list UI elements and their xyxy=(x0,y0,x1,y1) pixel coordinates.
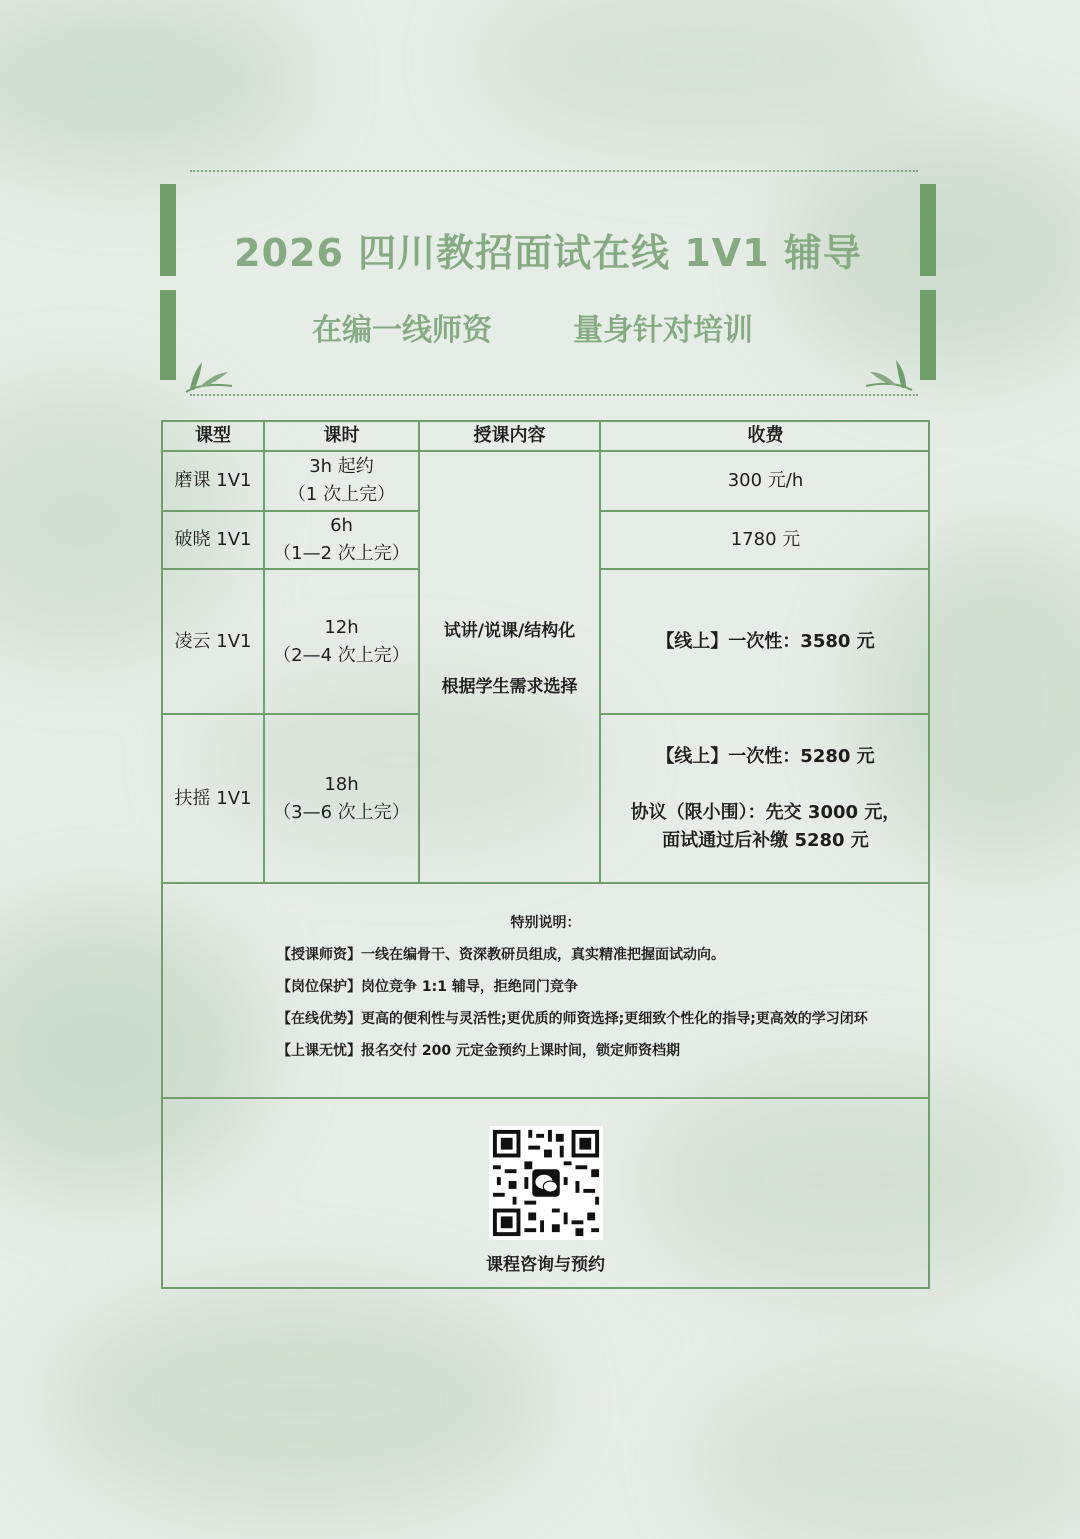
hours-value: 3h 起约 xyxy=(309,456,374,477)
right-bar-bottom xyxy=(920,290,936,380)
note-item: 【在线优势】更高的便利性与灵活性;更优质的师资选择;更细致个性化的指导;更高效的学习闭环 xyxy=(277,1011,868,1027)
fee-online: 【线上】一次性：5280 元 xyxy=(656,745,875,767)
table-row-type: 磨课 1V1 xyxy=(174,470,252,491)
subtitle-right: 量身针对培训 xyxy=(573,313,753,348)
left-bar-bottom xyxy=(160,290,176,380)
table-row-type: 扶摇 1V1 xyxy=(174,787,252,809)
hours-sessions: （1 次上完） xyxy=(287,484,396,505)
course-content-type: 试讲/说课/结构化 xyxy=(443,621,576,641)
note-item: 【授课师资】一线在编骨干、资深教研员组成，真实精准把握面试动向。 xyxy=(277,947,725,963)
fee-agreement-remainder: 面试通过后补缴 5280 元 xyxy=(662,829,869,851)
hours-value: 18h xyxy=(324,773,359,795)
subtitle-left: 在编一线师资 xyxy=(312,313,492,348)
table-row-hours xyxy=(265,512,418,568)
table-row-hours xyxy=(265,715,418,882)
bamboo-leaf-icon xyxy=(862,354,916,394)
course-content-note: 根据学生需求选择 xyxy=(441,677,578,697)
note-item: 【上课无忧】报名交付 200 元定金预约上课时间，锁定师资档期 xyxy=(277,1043,680,1059)
column-header-content: 授课内容 xyxy=(473,425,546,446)
table-row-type: 破晓 1V1 xyxy=(174,529,252,550)
header-top-rule xyxy=(190,170,918,172)
table-row-type: 凌云 1V1 xyxy=(174,630,252,652)
hours-value: 6h xyxy=(330,515,353,536)
table-rule xyxy=(161,882,930,884)
column-header-hours: 课时 xyxy=(323,425,360,446)
table-row-fee xyxy=(601,715,930,882)
qr-code-icon[interactable] xyxy=(489,1126,603,1240)
table-row-hours xyxy=(265,452,418,510)
hours-value: 12h xyxy=(324,616,359,638)
note-item: 【岗位保护】岗位竞争 1:1 辅导，拒绝同门竞争 xyxy=(277,979,578,995)
hours-sessions: （3—6 次上完） xyxy=(273,801,410,823)
page-title: 2026 四川教招面试在线 1V1 辅导 xyxy=(234,231,862,275)
column-header-type: 课型 xyxy=(195,425,231,446)
table-row-fee: 【线上】一次性：3580 元 xyxy=(656,630,875,652)
notes-title: 特别说明： xyxy=(510,915,581,931)
column-header-fee: 收费 xyxy=(747,425,784,446)
qr-caption: 课程咨询与预约 xyxy=(486,1255,605,1275)
table-rule xyxy=(161,1097,930,1099)
header-bottom-rule xyxy=(190,394,918,396)
course-content xyxy=(420,452,599,882)
hours-sessions: （2—4 次上完） xyxy=(273,644,410,666)
table-row-fee: 300 元/h xyxy=(727,470,804,491)
table-row-fee: 1780 元 xyxy=(730,529,801,550)
bamboo-leaf-icon xyxy=(182,356,236,396)
fee-agreement: 协议（限小围）：先交 3000 元， xyxy=(630,801,901,823)
table-row-hours xyxy=(265,570,418,713)
hours-sessions: （1—2 次上完） xyxy=(273,543,410,564)
